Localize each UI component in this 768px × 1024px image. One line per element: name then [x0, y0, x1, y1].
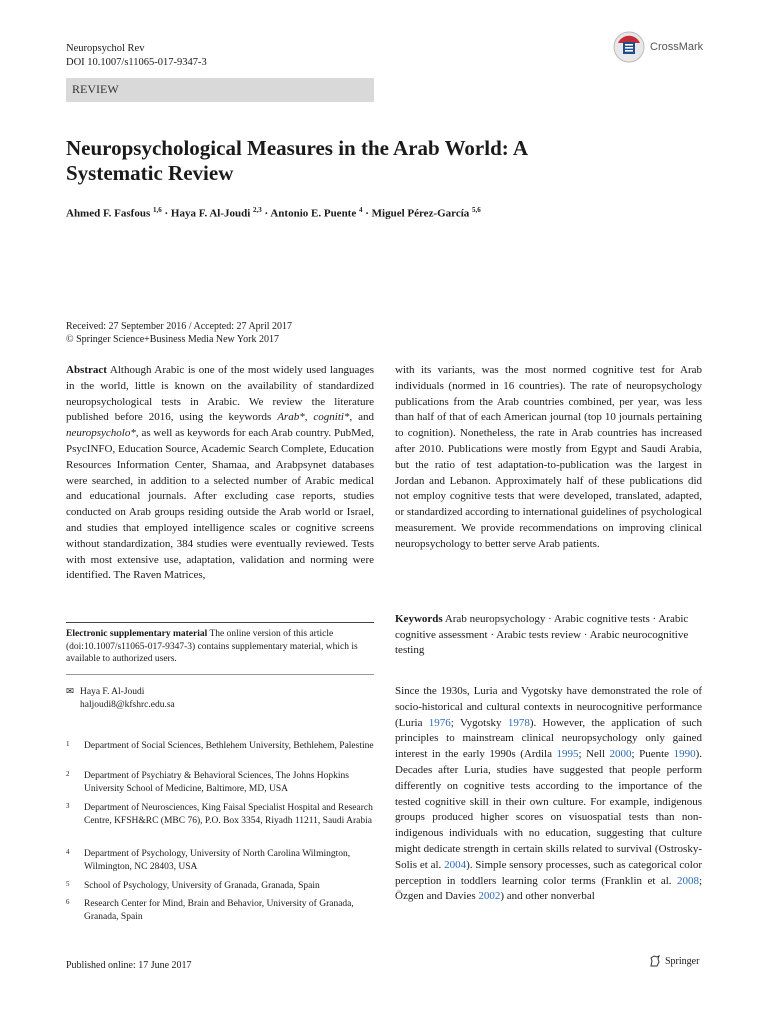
footnote-divider — [66, 622, 374, 623]
citation-link[interactable]: 2008 — [676, 874, 699, 887]
corresponding-author — [66, 686, 175, 712]
introduction-text: Since the 1930s, Luria and Vygotsky have demonstrated the role of socio-historical and cultural contexts in neurocognitive performance (Luria 1976; Vygotsky 1978). However, the application of such principles to mainstream clinical neuropsychology only gained interest in the early 1990s (Ardila 1995; Nell 2000; Puente 1990). Decades after Luria, studies have suggested that people perform differently on cognitive tests according to the importance of the tested cognitive skill in their own culture. For example, indigenous groups produced higher scores on visuospatial tests than non-indigenous individuals with no education, suggesting that culture might dedicate strength in certain skills related to survival (Ostrosky-Solis et al. 2004). Simple sensory processes, such as categorical color perception in toddlers learning color terms (Franklin et al. 2008; Özgen and Davies 2002) and other nonverbal — [395, 685, 703, 903]
affiliation: 1 Department of Social Sciences, Bethlehem University, Bethlehem, Palestine — [66, 740, 374, 751]
affiliation: 6 Research Center for Mind, Brain and Behavior, University of Granada, Granada, Spain — [66, 898, 354, 922]
abstract-label: Abstract — [66, 364, 107, 376]
keywords-text: Arab neuropsychology · Arabic cognitive tests · Arabic cognitive assessment · Arabic tests review · Arabic neurocognitive testing — [395, 613, 689, 656]
abstract-text: as well as keywords for each Arab country. PubMed, PsycINFO, Education Source, Academic Search Complete, Education Resources Information Center, Shamaa, and Arabpsynet databases were searched, in addition to a selected number of Arabic medical and educational journals. After excluding case reports, studies conducted on Arab groups residing outside the Arab world or Israel, and studies that employed intelligence scales or cognitive screens without standardization, 384 studies were eventually reviewed. Tests with most extensive use, adaptation, validation and norming were identified. The Raven Matrices, — [66, 427, 375, 582]
received-accepted: Received: 27 September 2016 / Accepted: 27 April 2017 — [66, 321, 293, 332]
copyright: © Springer Science+Business Media New York 2017 — [66, 334, 279, 345]
affiliation: 4 Department of Psychology, University of North Carolina Wilmington, Wilmington, NC 28403, USA — [66, 848, 351, 872]
author-affiliation: 1,6 — [153, 206, 162, 214]
author-name[interactable]: Antonio E. Puente — [270, 207, 357, 220]
citation-link[interactable]: 1978 — [507, 716, 530, 729]
author-affiliation: 4 — [358, 206, 363, 214]
supplementary-note — [66, 628, 374, 666]
crossmark-icon — [612, 30, 646, 64]
author-name[interactable]: Miguel Pérez-García — [371, 207, 470, 220]
publisher-name: Springer — [665, 955, 700, 967]
springer-horse-icon — [648, 954, 662, 968]
article-title: Neuropsychological Measures in the Arab World: A Systematic Review — [66, 136, 527, 185]
citation-link[interactable]: 1976 — [428, 716, 451, 729]
citation-link[interactable]: 2002 — [478, 890, 501, 903]
citation-link[interactable]: 1990 — [673, 748, 696, 761]
crossmark-label: CrossMark — [650, 41, 704, 53]
author-list: Ahmed F. Fasfous $^{1,6}$ · Haya F. Al-Joudi $^{2,3}$ · Antonio E. Puente $^4$ · Miguel Pérez-García $^{5,6}$ — [66, 206, 481, 220]
doi: DOI 10.1007/s11065-017-9347-3 — [66, 57, 207, 68]
keyword-term: Arab* — [277, 411, 305, 424]
affiliation: 2 Department of Psychiatry & Behavioral Sciences, The Johns Hopkins University School of Medicine, Baltimore, MD, USA — [66, 770, 349, 794]
affiliation: 3 Department of Neurosciences, King Faisal Specialist Hospital and Research Centre, KFSH&RC (MBC 76), P.O. Box 3354, Riyadh 11211, Saudi Arabia — [66, 802, 373, 826]
author-name[interactable]: Haya F. Al-Joudi — [170, 207, 251, 220]
abstract-continued: with its variants, was the most normed cognitive test for Arab individuals (normed in 16 countries). The rate of neuropsychology publications from the Arab countries combined, per year, was less than half of that of each American journal (top 10 journals pertaining to cognition). Nonetheless, the rate in Arab countries has increased after 2010. Publications were mostly from Egypt and Saudi Arabia, but the ratio of test adaptation-to-publication was the largest in Jordan and Lebanon. Approximately half of these publications did not employ cognitive tests that were developed, translated, adapted, or standardized according to international guidelines of psychological measurement. We provide recommendations on improving clinical neuropsychology to better serve Arab patients. — [395, 364, 702, 550]
footnote-divider — [66, 674, 374, 675]
affiliation: 5 School of Psychology, University of Granada, Granada, Spain — [66, 880, 320, 891]
author-affiliation: 5,6 — [472, 206, 481, 214]
contact-name: Haya F. Al-Joudi — [80, 687, 145, 697]
citation-link[interactable]: 1995 — [556, 748, 579, 761]
journal-header — [66, 42, 207, 70]
keyword-term: cogniti* — [313, 411, 350, 424]
citation-link[interactable]: 2004 — [444, 858, 467, 871]
author-name[interactable]: Ahmed F. Fasfous — [66, 207, 151, 220]
abstract: Abstract Although Arabic is one of the most widely used languages in the world, little is known on the availability of standardized neuropsychological tests in Arabic. We review the literature published before 2016, using the keywords Arab*, cogniti*, and neuropsycholo*, as well as keywords for each Arab country. PubMed, PsycINFO, Education Source, Academic Search Complete, Education Resources Information Center, Shamaa, and Arabpsynet databases were searched, in addition to a selected number of Arabic medical and educational journals. After excluding case reports, studies conducted on Arab groups residing outside the Arab world or Israel, and studies that employed intelligence scales or cognitive screens without standardization, 384 studies were eventually reviewed. Tests with most extensive use, adaptation, validation and norming were identified. The Raven Matrices, — [66, 364, 375, 582]
published-date: Published online: 17 June 2017 — [66, 960, 192, 971]
supplementary-label: Electronic supplementary material — [66, 629, 208, 639]
citation-link[interactable]: 2000 — [609, 748, 632, 761]
supplementary-text: The online version of this article (doi:10.1007/s11065-017-9347-3) contains supplementary material, which is available to authorized users. — [66, 629, 358, 664]
publisher-logo — [648, 954, 699, 968]
abstract-text: Although Arabic is one of the most widely used languages in the world, little is known on the availability of standardized neuropsychological tests in Arabic. We review the literature published before 2016, using the keywords — [66, 364, 374, 424]
crossmark-badge[interactable] — [612, 30, 703, 64]
article-dates — [66, 320, 292, 346]
keywords-label: Keywords — [395, 613, 443, 625]
keywords — [395, 612, 702, 659]
envelope-icon: ✉ — [66, 687, 74, 697]
contact-email[interactable]: haljoudi8@kfshrc.edu.sa — [80, 700, 175, 710]
author-affiliation: 2,3 — [253, 206, 262, 214]
journal-name: Neuropsychol Rev — [66, 43, 145, 54]
section-label: REVIEW — [66, 78, 374, 102]
keyword-term: neuropsycholo* — [66, 427, 136, 440]
